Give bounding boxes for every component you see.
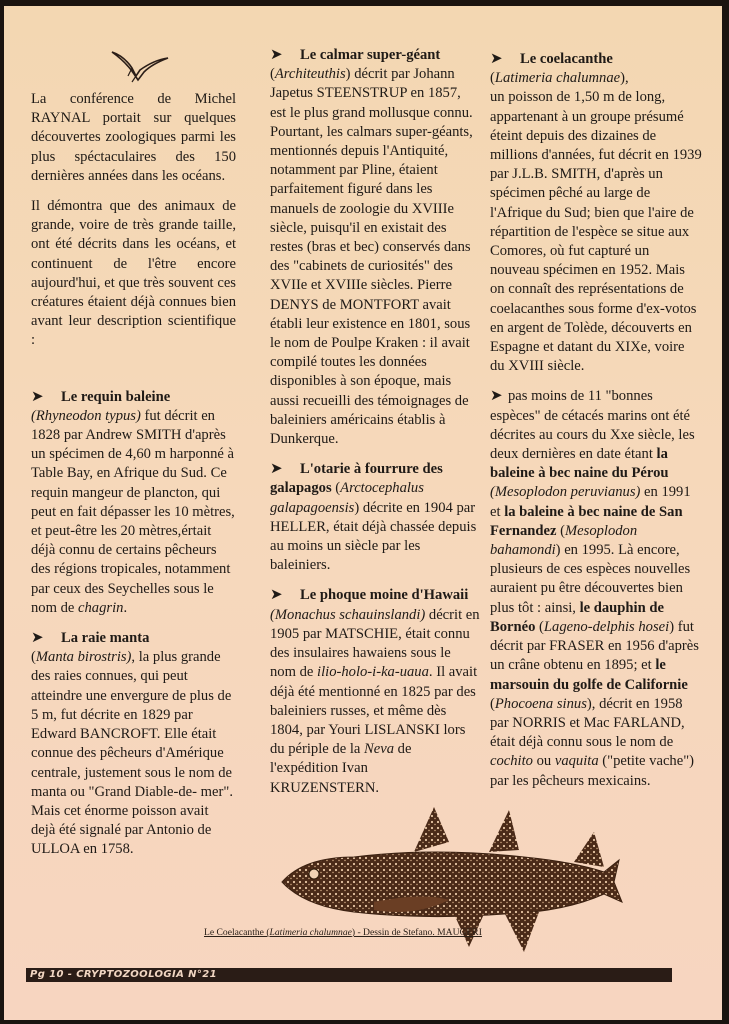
entry-phoque-moine: ➤ Le phoque moine d'Hawaii (Monachus schauinslandi) décrit en 1905 par MATSCHIE, était connu des insulaires hawaiens sous le nom de ilio-holo-i-ka-uaua. Il avait déjà été mentionné en 1825 par des baleiniers russes, et même dès 1804, par Youri LISLANSKI lors du périple de la Neva de l'expédition Ivan KRUZENSTERN. [270, 587, 480, 796]
column-left [31, 90, 236, 871]
figure-caption: Le Coelacanthe (Latimeria chalumnae) - Dessin de Stefano. MAUGERI [204, 927, 482, 938]
local-name: chagrin [78, 599, 124, 616]
latin-name: Latimeria chalumnae [494, 70, 621, 87]
arrow-bullet-icon: ➤ [490, 388, 503, 405]
entry-calmar: ➤ Le calmar super-géant (Architeuthis) décrit par Johann Japetus STEENSTRUP en 1857, est le plus grand mollusque connu. Pourtant, les calmars super-géants, mentionnés depuis l'Antiquité, notamment par Pline, étaient parfaitement figuré dans les manuels de zoologie du XVIIIe siècle, puisqu'il en existait des restes (bras et bec) conservés dans des "cabinets de curiosités" des XVIIe et XVIIIe siècles. Pierre DENYS de MONTFORT avait établi leur existence en 1801, sous le nom de Poulpe Kraken : il avait compilé toutes les données disponibles à son époque, mais aussi recueilli des témoignages de baleiniers américains établis à Dunkerque. [270, 47, 473, 448]
entry-title: L'otarie à fourrure des galapagos [270, 461, 443, 497]
intro-paragraph-1: La conférence de Michel RAYNAL portait sur quelques découvertes zoologiques parmi les plus spéctaculaires des 150 dernières années dans les océans. [31, 91, 236, 184]
column-middle [270, 46, 480, 809]
arrow-bullet-icon: ➤ [31, 630, 44, 647]
latin-name: (Rhyneodon typus) [31, 407, 141, 424]
latin-name: (Monachus schauinslandi) [270, 606, 426, 623]
entry-requin-baleine: ➤ Le requin baleine (Rhyneodon typus) fut décrit en 1828 par Andrew SMITH d'après un spécimen de 4,60 m harponné à Table Bay, en Afrique du Sud. Ce requin mangeur de plancton, qui peut en fait dépasser les 10 mètres, et peut-être les 20 mètres,értait déjà connu de certains pêcheurs des régions tropicales, notamment par ceux des Seychelles sous le nom de chagrin. [31, 388, 235, 616]
latin-name: Arctocephalus galapagoensis [270, 480, 424, 516]
entry-title: Le phoque moine d'Hawaii [300, 587, 469, 604]
arrow-bullet-icon: ➤ [270, 461, 283, 478]
column-right [490, 50, 702, 802]
magazine-page [4, 6, 722, 1020]
arrow-bullet-icon: ➤ [31, 388, 44, 405]
entry-coelacanthe: ➤ Le coelacanthe (Latimeria chalumnae), un poisson de 1,50 m de long, appartenant à un groupe présumé éteint depuis des dizaines de millions d'années, fut décrit en 1939 par J.L.B. SMITH, d'après un spécimen pêché au large de l'Afrique du Sud; bien que l'aire de répartition de l'espèce se situe aux Comores, où fut capturé un nouveau spécimen en 1952. Mais on connaît des représentations de coelacanthes sous forme d'ex-votos en argent de Tolède, découverts en Espagne et datant du XIXe, voire du XVIII siècle. [490, 51, 702, 375]
latin-name: Manta birostris) [35, 649, 132, 666]
latin-name: Architeuthis [274, 66, 346, 83]
entry-cetaces: ➤ pas moins de 11 "bonnes espèces" de cétacés marins ont été décrites au cours du Xxe siècle, les deux dernières en date étant la baleine à bec naine du Pérou (Mesoplodon peruvianus) en 1991 et la baleine à bec naine de San Fernandez (Mesoplodon bahamondi) en 1995. Là encore, plusieurs de ces espèces nouvelles auraient pu être découvertes bien plus tôt : ainsi, le dauphin de Bornéo (Lageno-delphis hosei) fut décrit par FRASER en 1956 d'après un crâne obtenu en 1895; et le marsouin du golfe de Californie (Phocoena sinus), décrit en 1958 par NORRIS et Mac FARLAND, était déjà connu sous le nom de cochito ou vaquita ("petite vache") par les pêcheurs mexicains. [490, 388, 699, 789]
entry-title: Le calmar super-géant [300, 47, 441, 63]
local-name: ilio-holo-i-ka-uaua [317, 664, 429, 681]
arrow-bullet-icon: ➤ [490, 51, 503, 67]
pterodactyl-illustration [110, 46, 170, 84]
entry-title: La raie manta [61, 630, 150, 647]
entry-raie-manta: ➤ La raie manta (Manta birostris), la plus grande des raies connues, qui peut atteindre une envergure de plus de 5 m, fut décrite en 1829 par Edward BANCROFT. Elle était connue des pêcheurs d'Amérique centrale, justement sous le nom de manta ou "Grand Diable-de- mer". Mais cet énorme poisson avait dejà été signalé par Antonio de ULLOA en 1758. [31, 630, 233, 858]
page-footer: Pg 10 - CRYPTOZOOLOGIA N°21 [30, 969, 218, 980]
ship-name: Neva [364, 741, 395, 758]
entry-title: Le requin baleine [61, 388, 171, 405]
intro-paragraph-2: Il démontra que des animaux de grande, voire de très grande taille, ont été décrits dans les océans, et continuent de l'être encore aujourd'hui, et que très souvent ces créatures étaient déjà connues bien avant leur description scientifique : [31, 198, 236, 349]
entry-title: Le coelacanthe [520, 51, 613, 67]
entry-otarie: ➤ L'otarie à fourrure des galapagos (Arctocephalus galapagoensis) décrite en 1904 par HELLER, était déjà chassée depuis au moins un siècle par les baleiniers. [270, 461, 477, 574]
arrow-bullet-icon: ➤ [270, 587, 283, 604]
arrow-bullet-icon: ➤ [270, 47, 283, 63]
